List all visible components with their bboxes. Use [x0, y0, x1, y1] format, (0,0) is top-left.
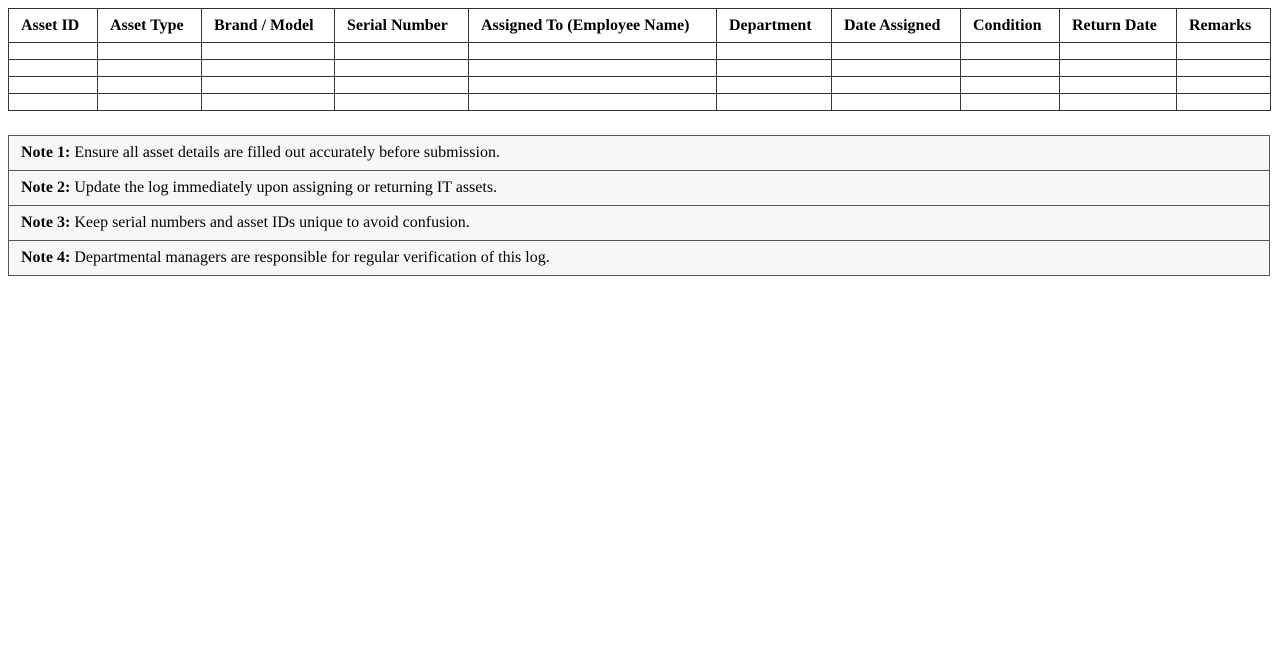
table-cell[interactable] — [1177, 60, 1271, 77]
table-cell[interactable] — [98, 43, 202, 60]
note-4 — [8, 241, 1270, 276]
table-cell[interactable] — [1177, 43, 1271, 60]
table-cell[interactable] — [1060, 43, 1177, 60]
table-cell[interactable] — [202, 77, 335, 94]
note-label: Note 3: — [21, 214, 71, 231]
table-cell[interactable] — [717, 43, 832, 60]
note-2 — [8, 171, 1270, 206]
table-cell[interactable] — [1177, 77, 1271, 94]
table-cell[interactable] — [469, 94, 717, 111]
note-1 — [8, 135, 1270, 171]
table-cell[interactable] — [98, 60, 202, 77]
column-header-remarks: Remarks — [1177, 9, 1271, 43]
column-header-brand-model: Brand / Model — [202, 9, 335, 43]
column-header-department: Department — [717, 9, 832, 43]
column-header-asset-type: Asset Type — [98, 9, 202, 43]
table-cell[interactable] — [202, 94, 335, 111]
column-header-serial-number: Serial Number — [335, 9, 469, 43]
note-text: Departmental managers are responsible for regular verification of this log. — [70, 249, 550, 266]
table-cell[interactable] — [9, 43, 98, 60]
table-cell[interactable] — [1060, 77, 1177, 94]
table-cell[interactable] — [469, 43, 717, 60]
table-cell[interactable] — [717, 77, 832, 94]
table-cell[interactable] — [335, 43, 469, 60]
table-cell[interactable] — [1060, 94, 1177, 111]
asset-log-page — [8, 8, 1270, 276]
table-cell[interactable] — [202, 60, 335, 77]
note-label: Note 4: — [21, 249, 71, 266]
table-cell[interactable] — [335, 77, 469, 94]
column-header-asset-id: Asset ID — [9, 9, 98, 43]
note-3 — [8, 206, 1270, 241]
table-cell[interactable] — [9, 94, 98, 111]
column-header-assigned-to: Assigned To (Employee Name) — [469, 9, 717, 43]
table-cell[interactable] — [9, 77, 98, 94]
table-cell[interactable] — [717, 94, 832, 111]
note-text: Ensure all asset details are filled out accurately before submission. — [70, 144, 500, 161]
column-header-date-assigned: Date Assigned — [832, 9, 961, 43]
table-cell[interactable] — [469, 77, 717, 94]
table-header-row — [9, 9, 1271, 43]
table-cell[interactable] — [98, 77, 202, 94]
table-cell[interactable] — [469, 60, 717, 77]
table-cell[interactable] — [832, 77, 961, 94]
note-label: Note 1: — [21, 144, 71, 161]
note-text: Update the log immediately upon assigning or returning IT assets. — [70, 179, 498, 196]
table-row — [9, 43, 1271, 60]
notes-section — [8, 135, 1270, 276]
table-cell[interactable] — [9, 60, 98, 77]
table-cell[interactable] — [832, 43, 961, 60]
asset-log-table — [8, 8, 1271, 111]
table-cell[interactable] — [961, 77, 1060, 94]
table-row — [9, 94, 1271, 111]
table-cell[interactable] — [98, 94, 202, 111]
table-cell[interactable] — [832, 94, 961, 111]
column-header-return-date: Return Date — [1060, 9, 1177, 43]
table-cell[interactable] — [832, 60, 961, 77]
table-row — [9, 77, 1271, 94]
note-label: Note 2: — [21, 179, 71, 196]
table-cell[interactable] — [717, 60, 832, 77]
column-header-condition: Condition — [961, 9, 1060, 43]
note-text: Keep serial numbers and asset IDs unique to avoid confusion. — [70, 214, 470, 231]
table-cell[interactable] — [335, 60, 469, 77]
table-cell[interactable] — [1060, 60, 1177, 77]
table-cell[interactable] — [961, 94, 1060, 111]
table-cell[interactable] — [961, 43, 1060, 60]
table-cell[interactable] — [1177, 94, 1271, 111]
table-cell[interactable] — [335, 94, 469, 111]
table-cell[interactable] — [961, 60, 1060, 77]
table-row — [9, 60, 1271, 77]
table-cell[interactable] — [202, 43, 335, 60]
